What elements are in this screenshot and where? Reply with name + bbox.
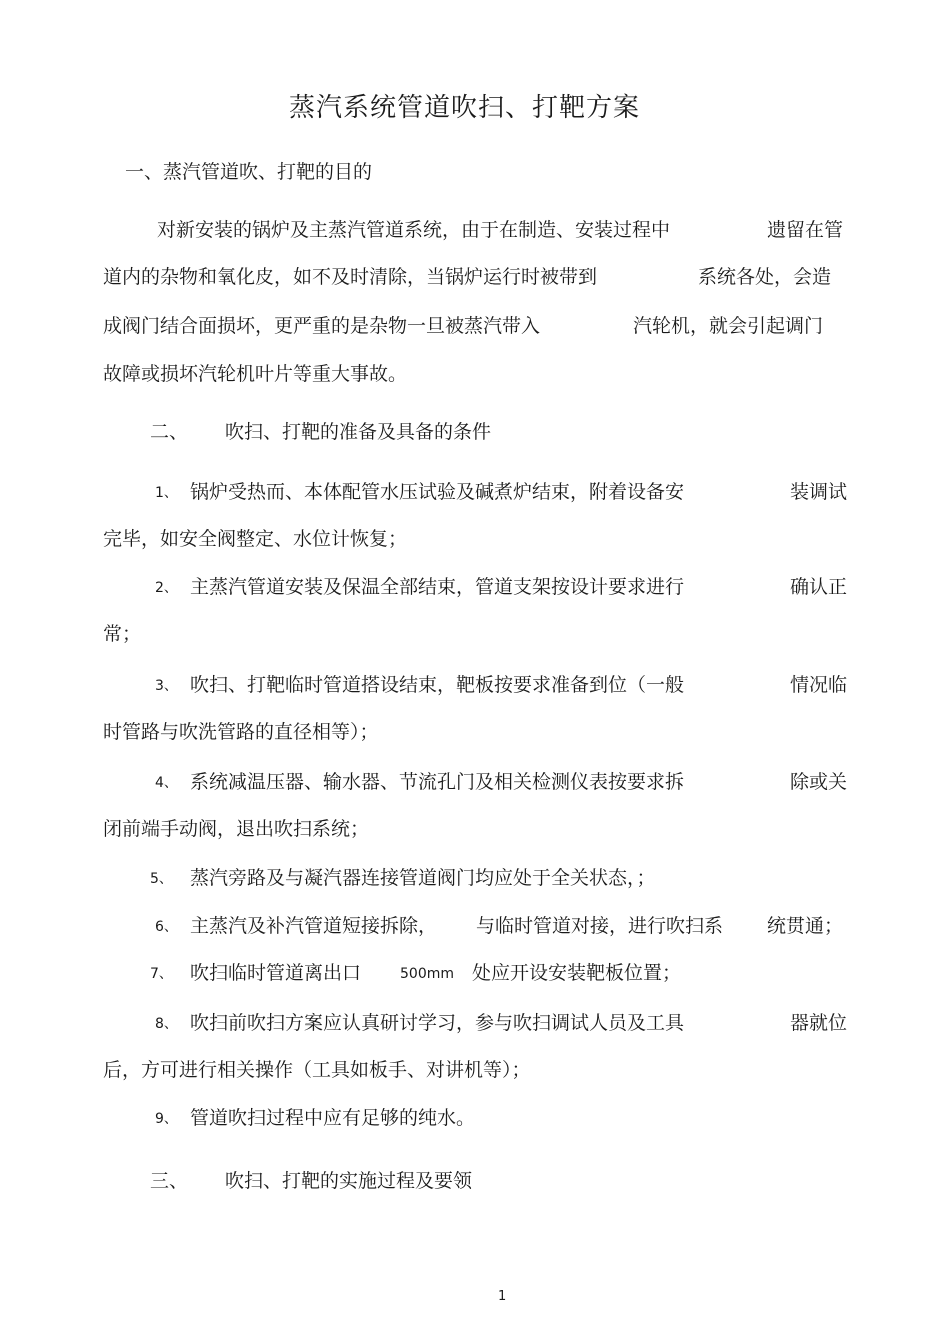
item-text: 主蒸汽管道安装及保温全部结束，管道支架按设计要求进行 <box>190 576 685 598</box>
section-heading-1: 一、蒸汽管道吹、打靶的目的 <box>125 161 373 183</box>
item-continuation: 闭前端手动阀，退出吹扫系统； <box>103 818 370 840</box>
section-heading-2: 吹扫、打靶的准备及具备的条件 <box>225 421 492 443</box>
item-continuation: 完毕，如安全阀整定、水位计恢复； <box>103 528 408 550</box>
item-number: 5、 <box>150 871 173 887</box>
item-number: 2、 <box>155 580 178 596</box>
item-text-mid: 与临时管道对接，进行吹扫系 <box>476 915 724 937</box>
item-text: 吹扫前吹扫方案应认真研讨学习，参与吹扫调试人员及工具 <box>190 1012 685 1034</box>
item-text-tail: 确认正 <box>790 576 848 598</box>
item-text-tail: 器就位 <box>790 1012 848 1034</box>
section-heading-3: 吹扫、打靶的实施过程及要领 <box>225 1170 473 1192</box>
item-continuation: 常； <box>103 623 142 645</box>
item-text: 蒸汽旁路及与凝汽器连接管道阀门均应处于全关状态，； <box>190 867 656 889</box>
item-text-tail: 除或关 <box>790 771 848 793</box>
intro-line-3b: 汽轮机，就会引起调门 <box>633 315 824 337</box>
item-text-tail: 统贯通； <box>767 915 844 937</box>
item-text: 系统减温压器、输水器、节流孔门及相关检测仪表按要求拆 <box>190 771 685 793</box>
item-value-500mm: 500mm <box>400 966 454 982</box>
item-continuation: 时管路与吹洗管路的直径相等）； <box>103 721 379 743</box>
item-text: 吹扫、打靶临时管道搭设结束，靶板按要求准备到位（一般 <box>190 674 685 696</box>
item-text: 主蒸汽及补汽管道短接拆除， <box>190 915 438 937</box>
item-number: 3、 <box>155 678 178 694</box>
item-number: 7、 <box>150 966 173 982</box>
item-number: 8、 <box>155 1016 178 1032</box>
item-text: 管道吹扫过程中应有足够的纯水。 <box>190 1107 476 1129</box>
section-num-3: 三、 <box>150 1170 189 1192</box>
intro-line-2a: 道内的杂物和氧化皮，如不及时清除，当锅炉运行时被带到 <box>103 266 598 288</box>
item-text-tail: 装调试 <box>790 481 848 503</box>
item-number: 4、 <box>155 775 178 791</box>
item-number: 6、 <box>155 919 178 935</box>
item-text-tail: 处应开设安装靶板位置； <box>472 962 682 984</box>
page-number: 1 <box>498 1289 507 1304</box>
section-num-2: 二、 <box>150 421 189 443</box>
intro-line-2b: 系统各处，会造 <box>698 266 832 288</box>
item-text: 吹扫临时管道离出口 <box>190 962 362 984</box>
item-text: 锅炉受热而、本体配管水压试验及碱煮炉结束，附着设备安 <box>190 481 685 503</box>
item-continuation: 后，方可进行相关操作（工具如板手、对讲机等）； <box>103 1059 531 1081</box>
document-title: 蒸汽系统管道吹扫、打靶方案 <box>289 93 641 123</box>
intro-line-1b: 遗留在管 <box>767 219 844 241</box>
intro-line-3a: 成阀门结合面损坏，更严重的是杂物一旦被蒸汽带入 <box>103 315 541 337</box>
intro-line-1a: 对新安装的锅炉及主蒸汽管道系统，由于在制造、安装过程中 <box>157 219 671 241</box>
item-number: 9、 <box>155 1111 178 1127</box>
item-text-tail: 情况临 <box>790 674 848 696</box>
intro-line-4: 故障或损坏汽轮机叶片等重大事故。 <box>103 363 408 385</box>
item-number: 1、 <box>155 485 178 501</box>
